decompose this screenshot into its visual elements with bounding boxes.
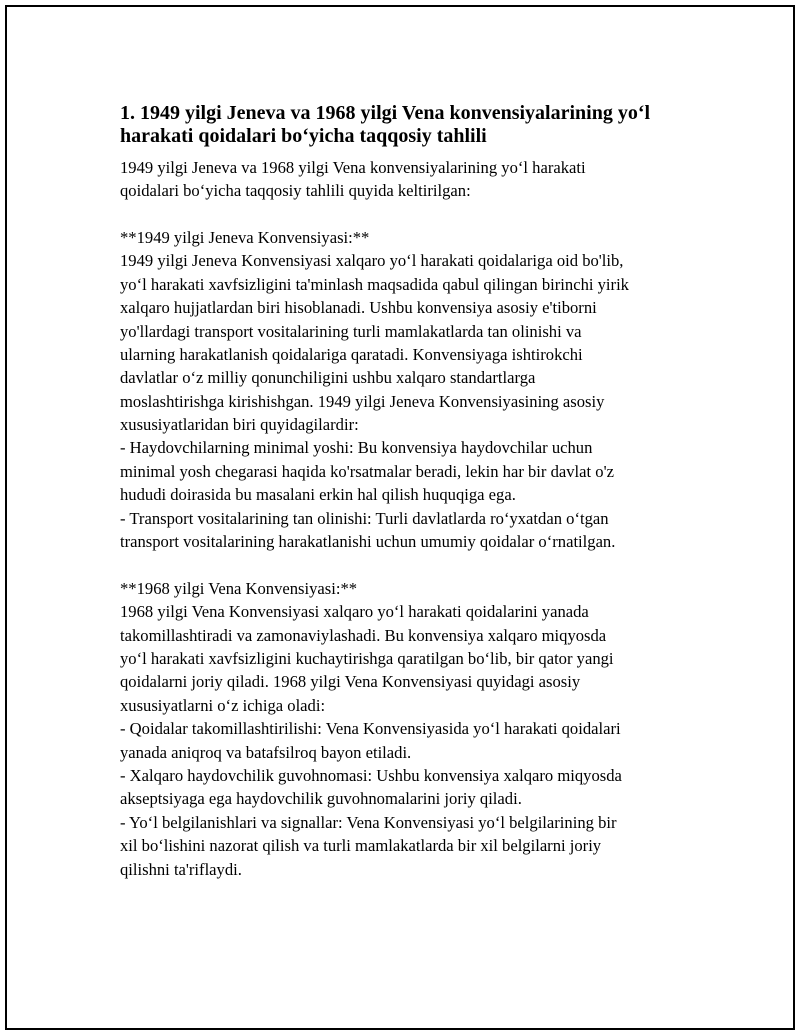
vienna-bullet-line: yanada aniqroq va batafsilroq bayon etiladi. — [120, 742, 412, 762]
vienna-bullet-line: - Xalqaro haydovchilik guvohnomasi: Ushbu konvensiya xalqaro miqyosda — [120, 765, 622, 785]
geneva-bullet-line: - Transport vositalarining tan olinishi: Turli davlatlarda ro‘yxatdan o‘tgan — [120, 508, 609, 528]
vienna-bullet-line: akseptsiyaga ega haydovchilik guvohnomalarini joriy qiladi. — [120, 789, 522, 809]
intro-paragraph — [120, 156, 700, 203]
paragraph-spacer — [120, 553, 700, 576]
document-body — [120, 99, 700, 881]
geneva-bullet-line: transport vositalarining harakatlanishi uchun umumiy qoidalar o‘rnatilgan. — [120, 532, 616, 552]
vienna-section — [120, 577, 700, 881]
geneva-line: yo‘l harakati xavfsizligini ta'minlash maqsadida qabul qilingan birinchi yirik — [120, 274, 629, 294]
geneva-bullet-line: - Haydovchilarning minimal yoshi: Bu konvensiya haydovchilar uchun — [120, 438, 593, 458]
vienna-line: takomillashtiradi va zamonaviylashadi. Bu konvensiya xalqaro miqyosda — [120, 625, 607, 645]
vienna-bullet-line: - Yo‘l belgilanishlari va signallar: Vena Konvensiyasi yo‘l belgilarining bir — [120, 812, 617, 832]
title-line: 1. 1949 yilgi Jeneva va 1968 yilgi Vena konvensiyalarining yo‘l — [120, 102, 651, 124]
geneva-line: xususiyatlaridan biri quyidagilardir: — [120, 415, 359, 435]
geneva-line: ularning harakatlanish qoidalariga qaratadi. Konvensiyaga ishtirokchi — [120, 344, 583, 364]
geneva-line: 1949 yilgi Jeneva Konvensiyasi xalqaro yo‘l harakati qoidalariga oid bo'lib, — [120, 251, 624, 271]
vienna-line: qoidalarni joriy qiladi. 1968 yilgi Vena Konvensiyasi quyidagi asosiy — [120, 672, 581, 692]
vienna-heading: **1968 yilgi Vena Konvensiyasi:** — [120, 578, 358, 598]
vienna-bullet-line: qilishni ta'riflaydi. — [120, 859, 242, 879]
intro-line: qoidalari bo‘yicha taqqosiy tahlili quyida keltirilgan: — [120, 181, 471, 201]
geneva-line: xalqaro hujjatlardan biri hisoblanadi. Ushbu konvensiya asosiy e'tiborni — [120, 298, 597, 318]
vienna-line: xususiyatlarni o‘z ichiga oladi: — [120, 695, 326, 715]
vienna-bullet-line: xil bo‘lishini nazorat qilish va turli mamlakatlarda bir xil belgilarni joriy — [120, 836, 602, 856]
document-title — [120, 99, 700, 146]
geneva-line: yo'llardagi transport vositalarining turli mamlakatlarda tan olinishi va — [120, 321, 582, 341]
geneva-bullet-line: minimal yosh chegarasi haqida ko'rsatmalar beradi, lekin har bir davlat o'z — [120, 461, 614, 481]
geneva-heading: **1949 yilgi Jeneva Konvensiyasi:** — [120, 227, 370, 247]
geneva-section — [120, 226, 700, 553]
geneva-bullet-line: hududi doirasida bu masalani erkin hal qilish huquqiga ega. — [120, 485, 516, 505]
paragraph-spacer — [120, 203, 700, 226]
intro-line: 1949 yilgi Jeneva va 1968 yilgi Vena konvensiyalarining yo‘l harakati — [120, 157, 586, 177]
title-line: harakati qoidalari bo‘yicha taqqosiy tahlili — [120, 125, 487, 148]
document-page — [5, 5, 795, 1030]
vienna-line: 1968 yilgi Vena Konvensiyasi xalqaro yo‘l harakati qoidalarini yanada — [120, 602, 589, 622]
vienna-line: yo‘l harakati xavfsizligini kuchaytirishga qaratilgan bo‘lib, bir qator yangi — [120, 648, 614, 668]
geneva-line: davlatlar o‘z milliy qonunchiligini ushbu xalqaro standartlarga — [120, 368, 536, 388]
vienna-bullet-line: - Qoidalar takomillashtirilishi: Vena Konvensiyasida yo‘l harakati qoidalari — [120, 719, 621, 739]
geneva-line: moslashtirishga kirishishgan. 1949 yilgi Jeneva Konvensiyasining asosiy — [120, 391, 605, 411]
